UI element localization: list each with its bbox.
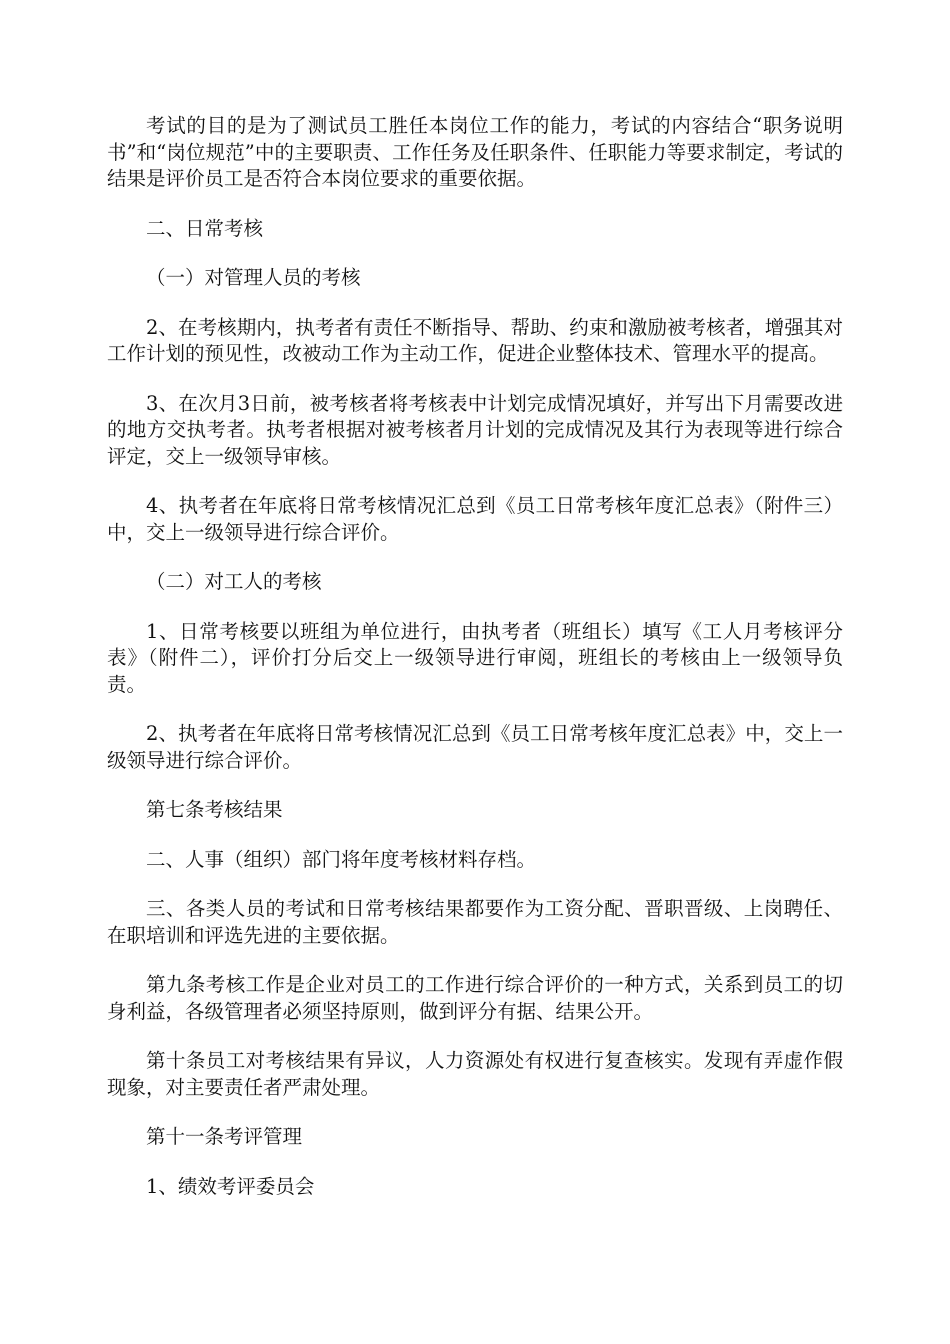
paragraph-managers-item-2: 2、在考核期内，执考者有责任不断指导、帮助、约束和激励被考核者，增强其对工作计划的预见性，改被动工作为主动工作，促进企业整体技术、管理水平的提高。 xyxy=(107,315,843,365)
heading-article-7: 第七条考核结果 xyxy=(146,798,283,821)
paragraph-article-9: 第九条考核工作是企业对员工的工作进行综合评价的一种方式，关系到员工的切身利益，各级管理者必须坚持原则，做到评分有据、结果公开。 xyxy=(107,973,843,1023)
paragraph-workers-item-2: 2、执考者在年底将日常考核情况汇总到《员工日常考核年度汇总表》中，交上一级领导进行综合评价。 xyxy=(107,722,843,772)
paragraph-managers-item-3: 3、在次月3日前，被考核者将考核表中计划完成情况填好，并写出下月需要改进的地方交执考者。执考者根据对被考核者月计划的完成情况及其行为表现等进行综合评定，交上一级领导审核。 xyxy=(107,391,843,468)
heading-managers-assessment: （一）对管理人员的考核 xyxy=(146,266,361,289)
heading-daily-assessment: 二、日常考核 xyxy=(146,216,264,240)
heading-workers-assessment: （二）对工人的考核 xyxy=(146,570,322,593)
paragraph-result-item-3: 三、各类人员的考试和日常考核结果都要作为工资分配、晋职晋级、上岗聘任、在职培训和评选先进的主要依据。 xyxy=(107,897,843,947)
paragraph-result-item-2: 二、人事（组织）部门将年度考核材料存档。 xyxy=(146,847,537,871)
paragraph-exam-purpose: 考试的目的是为了测试员工胜任本岗位工作的能力，考试的内容结合“职务说明书”和“岗位规范”中的主要职责、工作任务及任职条件、任职能力等要求制定，考试的结果是评价员工是否符合本岗位要求的重要依据。 xyxy=(107,114,843,190)
heading-article-11: 第十一条考评管理 xyxy=(146,1125,303,1148)
paragraph-article-10: 第十条员工对考核结果有异议，人力资源处有权进行复查核实。发现有弄虚作假现象，对主要责任者严肃处理。 xyxy=(107,1049,843,1099)
paragraph-managers-item-4: 4、执考者在年底将日常考核情况汇总到《员工日常考核年度汇总表》（附件三）中，交上一级领导进行综合评价。 xyxy=(107,494,843,544)
heading-committee: 1、绩效考评委员会 xyxy=(146,1174,315,1198)
document-page xyxy=(107,113,843,1223)
paragraph-workers-item-1: 1、日常考核要以班组为单位进行，由执考者（班组长）填写《工人月考核评分表》（附件二），评价打分后交上一级领导进行审阅，班组长的考核由上一级领导负责。 xyxy=(107,619,843,696)
